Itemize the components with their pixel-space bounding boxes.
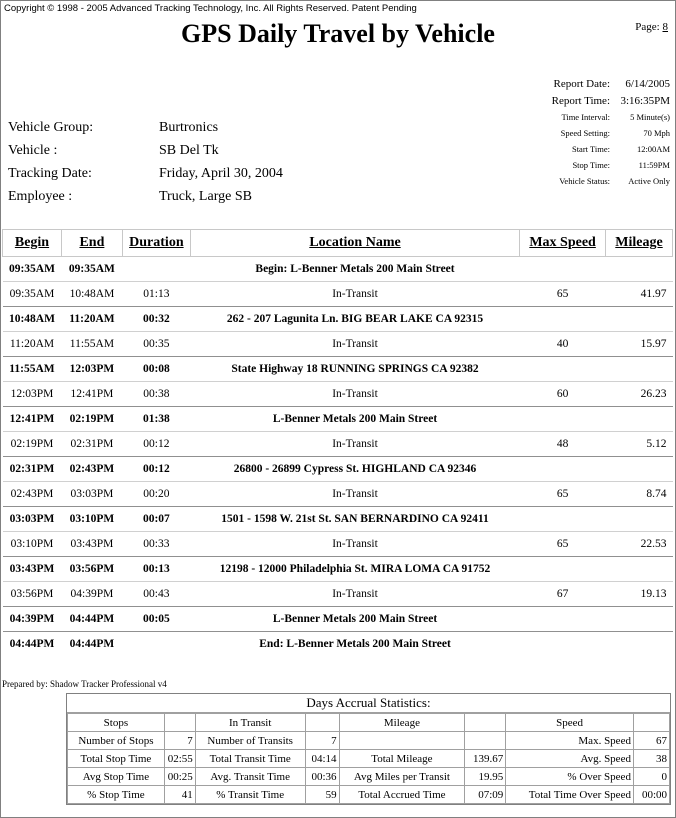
report-info-row <box>420 144 670 160</box>
cell-end: 04:44PM <box>61 632 122 657</box>
cell-duration: 00:13 <box>122 557 190 582</box>
report-info-value: Active Only <box>628 176 670 186</box>
vehicle-info-label: Employee : <box>8 188 73 204</box>
stats-header-spacer <box>305 714 339 732</box>
cell-end: 12:03PM <box>61 357 122 382</box>
stats-value: 00:00 <box>633 786 669 804</box>
cell-duration: 00:43 <box>122 582 190 607</box>
stats-value <box>465 732 506 750</box>
column-header-mileage[interactable]: Mileage <box>606 230 673 257</box>
cell-duration: 00:20 <box>122 482 190 507</box>
cell-end: 03:03PM <box>61 482 122 507</box>
cell-end: 02:19PM <box>61 407 122 432</box>
report-info-value: 6/14/2005 <box>625 78 670 90</box>
stats-caption: Days Accrual Statistics: <box>67 694 670 713</box>
cell-end: 02:43PM <box>61 457 122 482</box>
stats-label: Total Stop Time <box>68 750 165 768</box>
cell-max-speed <box>520 607 606 632</box>
page-link[interactable]: 8 <box>662 21 668 33</box>
stats-header: In Transit <box>195 714 305 732</box>
stats-table <box>67 713 670 804</box>
cell-duration: 00:05 <box>122 607 190 632</box>
stats-label: Total Accrued Time <box>339 786 465 804</box>
report-info-label: Vehicle Status: <box>559 176 610 186</box>
report-info-row <box>420 78 670 95</box>
vehicle-info <box>8 116 283 208</box>
stop-row <box>3 357 673 382</box>
cell-mileage: 15.97 <box>606 332 673 357</box>
stats-label: Avg. Speed <box>506 750 634 768</box>
cell-duration: 00:35 <box>122 332 190 357</box>
cell-max-speed: 60 <box>520 382 606 407</box>
stats-row <box>68 768 670 786</box>
cell-mileage <box>606 457 673 482</box>
cell-max-speed <box>520 307 606 332</box>
cell-begin: 03:10PM <box>3 532 62 557</box>
stop-row <box>3 457 673 482</box>
cell-mileage <box>606 632 673 657</box>
cell-begin: 03:56PM <box>3 582 62 607</box>
stats-header: Stops <box>68 714 165 732</box>
cell-begin: 09:35AM <box>3 257 62 282</box>
cell-end: 04:44PM <box>61 607 122 632</box>
vehicle-info-value: Truck, Large SB <box>159 188 252 204</box>
report-info-row <box>420 112 670 128</box>
stats-value: 04:14 <box>305 750 339 768</box>
cell-end: 11:20AM <box>61 307 122 332</box>
stats-label: Total Transit Time <box>195 750 305 768</box>
travel-table <box>2 229 673 656</box>
vehicle-info-value: Friday, April 30, 2004 <box>159 165 283 181</box>
stats-value: 7 <box>164 732 195 750</box>
cell-end: 12:41PM <box>61 382 122 407</box>
cell-location: State Highway 18 RUNNING SPRINGS CA 92382 <box>190 357 519 382</box>
cell-begin: 04:44PM <box>3 632 62 657</box>
cell-end: 04:39PM <box>61 582 122 607</box>
cell-mileage: 19.13 <box>606 582 673 607</box>
copyright-notice: Copyright © 1998 - 2005 Advanced Tracking Technology, Inc. All Rights Reserved. Patent Pending <box>4 3 417 14</box>
cell-mileage: 26.23 <box>606 382 673 407</box>
stats-header-spacer <box>633 714 669 732</box>
cell-mileage: 41.97 <box>606 282 673 307</box>
stats-value: 19.95 <box>465 768 506 786</box>
transit-row <box>3 482 673 507</box>
cell-mileage <box>606 257 673 282</box>
prepared-by: Prepared by: Shadow Tracker Professional v4 <box>2 679 167 689</box>
cell-begin: 03:03PM <box>3 507 62 532</box>
cell-duration: 01:38 <box>122 407 190 432</box>
cell-end: 02:31PM <box>61 432 122 457</box>
report-info-value: 3:16:35PM <box>620 95 670 107</box>
cell-mileage: 5.12 <box>606 432 673 457</box>
cell-begin: 02:31PM <box>3 457 62 482</box>
stats-header: Mileage <box>339 714 465 732</box>
transit-row <box>3 282 673 307</box>
cell-location: In-Transit <box>190 432 519 457</box>
report-info-row <box>420 95 670 112</box>
report-info-value: 5 Minute(s) <box>630 112 670 122</box>
cell-end: 09:35AM <box>61 257 122 282</box>
cell-mileage <box>606 607 673 632</box>
stop-row <box>3 632 673 657</box>
vehicle-info-label: Vehicle Group: <box>8 119 94 135</box>
cell-max-speed: 40 <box>520 332 606 357</box>
cell-location: End: L-Benner Metals 200 Main Street <box>190 632 519 657</box>
vehicle-info-label: Tracking Date: <box>8 165 92 181</box>
stop-row <box>3 257 673 282</box>
report-info <box>420 78 670 192</box>
stats-value: 38 <box>633 750 669 768</box>
stats-value: 00:36 <box>305 768 339 786</box>
stats-row <box>68 786 670 804</box>
report-info-label: Report Date: <box>553 78 610 90</box>
cell-begin: 11:55AM <box>3 357 62 382</box>
cell-begin: 02:19PM <box>3 432 62 457</box>
cell-max-speed: 48 <box>520 432 606 457</box>
vehicle-info-row <box>8 116 283 139</box>
cell-begin: 09:35AM <box>3 282 62 307</box>
cell-max-speed <box>520 257 606 282</box>
stop-row <box>3 607 673 632</box>
cell-max-speed <box>520 557 606 582</box>
cell-duration <box>122 632 190 657</box>
report-info-label: Speed Setting: <box>560 128 610 138</box>
vehicle-info-row <box>8 139 283 162</box>
stats-header-spacer <box>465 714 506 732</box>
cell-location: In-Transit <box>190 482 519 507</box>
report-info-label: Start Time: <box>571 144 610 154</box>
column-header-location[interactable]: Location Name <box>190 230 519 257</box>
cell-duration: 00:08 <box>122 357 190 382</box>
cell-end: 03:43PM <box>61 532 122 557</box>
cell-location: 262 - 207 Lagunita Ln. BIG BEAR LAKE CA 92315 <box>190 307 519 332</box>
stats-value: 00:25 <box>164 768 195 786</box>
cell-mileage <box>606 507 673 532</box>
cell-mileage <box>606 557 673 582</box>
cell-duration: 00:32 <box>122 307 190 332</box>
transit-row <box>3 332 673 357</box>
cell-max-speed: 67 <box>520 582 606 607</box>
cell-duration: 00:07 <box>122 507 190 532</box>
cell-begin: 12:03PM <box>3 382 62 407</box>
stop-row <box>3 307 673 332</box>
vehicle-info-label: Vehicle : <box>8 142 58 158</box>
cell-begin: 02:43PM <box>3 482 62 507</box>
column-header-max-speed[interactable]: Max Speed <box>520 230 606 257</box>
cell-duration <box>122 257 190 282</box>
stats-label: % Transit Time <box>195 786 305 804</box>
stats-value: 59 <box>305 786 339 804</box>
cell-end: 03:56PM <box>61 557 122 582</box>
report-info-value: 12:00AM <box>636 144 670 154</box>
cell-begin: 04:39PM <box>3 607 62 632</box>
report-info-value: 11:59PM <box>638 160 670 170</box>
cell-mileage: 8.74 <box>606 482 673 507</box>
cell-end: 03:10PM <box>61 507 122 532</box>
cell-begin: 03:43PM <box>3 557 62 582</box>
report-info-label: Report Time: <box>551 95 610 107</box>
cell-mileage <box>606 307 673 332</box>
stats-header: Speed <box>506 714 634 732</box>
cell-location: L-Benner Metals 200 Main Street <box>190 407 519 432</box>
stats-label: Avg. Transit Time <box>195 768 305 786</box>
vehicle-info-value: SB Del Tk <box>159 142 219 158</box>
cell-duration: 00:12 <box>122 432 190 457</box>
cell-location: 12198 - 12000 Philadelphia St. MIRA LOMA CA 91752 <box>190 557 519 582</box>
vehicle-info-value: Burtronics <box>159 119 219 135</box>
page-label: Page: <box>635 21 660 33</box>
cell-begin: 11:20AM <box>3 332 62 357</box>
stats-row <box>68 732 670 750</box>
cell-mileage <box>606 407 673 432</box>
cell-end: 11:55AM <box>61 332 122 357</box>
cell-location: 1501 - 1598 W. 21st St. SAN BERNARDINO CA 92411 <box>190 507 519 532</box>
stats-header-spacer <box>164 714 195 732</box>
stats-label <box>339 732 465 750</box>
stats-value: 02:55 <box>164 750 195 768</box>
vehicle-info-row <box>8 162 283 185</box>
report-info-row <box>420 176 670 192</box>
stats-label: Avg Miles per Transit <box>339 768 465 786</box>
report-info-value: 70 Mph <box>643 128 670 138</box>
cell-location: In-Transit <box>190 282 519 307</box>
stats-label: Max. Speed <box>506 732 634 750</box>
cell-duration: 00:33 <box>122 532 190 557</box>
transit-row <box>3 432 673 457</box>
cell-location: Begin: L-Benner Metals 200 Main Street <box>190 257 519 282</box>
report-info-label: Stop Time: <box>572 160 610 170</box>
transit-row <box>3 582 673 607</box>
stats-label: Number of Transits <box>195 732 305 750</box>
cell-location: 26800 - 26899 Cypress St. HIGHLAND CA 92346 <box>190 457 519 482</box>
report-info-row <box>420 160 670 176</box>
cell-max-speed <box>520 457 606 482</box>
stats-value: 139.67 <box>465 750 506 768</box>
cell-max-speed: 65 <box>520 482 606 507</box>
cell-duration: 01:13 <box>122 282 190 307</box>
stats-label: Number of Stops <box>68 732 165 750</box>
cell-begin: 10:48AM <box>3 307 62 332</box>
transit-row <box>3 382 673 407</box>
column-header-begin[interactable]: Begin <box>3 230 62 257</box>
stats-header-row <box>68 714 670 732</box>
report-info-row <box>420 128 670 144</box>
column-header-end[interactable]: End <box>61 230 122 257</box>
cell-duration: 00:12 <box>122 457 190 482</box>
accrual-statistics <box>66 693 671 805</box>
stats-label: % Over Speed <box>506 768 634 786</box>
column-header-duration[interactable]: Duration <box>122 230 190 257</box>
cell-mileage: 22.53 <box>606 532 673 557</box>
cell-duration: 00:38 <box>122 382 190 407</box>
stats-value: 07:09 <box>465 786 506 804</box>
stats-value: 67 <box>633 732 669 750</box>
cell-location: L-Benner Metals 200 Main Street <box>190 607 519 632</box>
stop-row <box>3 557 673 582</box>
cell-max-speed: 65 <box>520 532 606 557</box>
vehicle-info-row <box>8 185 283 208</box>
cell-location: In-Transit <box>190 532 519 557</box>
stats-value: 41 <box>164 786 195 804</box>
cell-location: In-Transit <box>190 582 519 607</box>
stats-value: 7 <box>305 732 339 750</box>
cell-mileage <box>606 357 673 382</box>
report-title: GPS Daily Travel by Vehicle <box>181 19 495 48</box>
cell-begin: 12:41PM <box>3 407 62 432</box>
stop-row <box>3 507 673 532</box>
stats-row <box>68 750 670 768</box>
cell-max-speed: 65 <box>520 282 606 307</box>
cell-max-speed <box>520 632 606 657</box>
cell-max-speed <box>520 357 606 382</box>
stop-row <box>3 407 673 432</box>
cell-location: In-Transit <box>190 332 519 357</box>
cell-max-speed <box>520 407 606 432</box>
cell-max-speed <box>520 507 606 532</box>
stats-label: % Stop Time <box>68 786 165 804</box>
stats-label: Total Mileage <box>339 750 465 768</box>
report-info-label: Time Interval: <box>561 112 610 122</box>
cell-location: In-Transit <box>190 382 519 407</box>
stats-value: 0 <box>633 768 669 786</box>
stats-label: Avg Stop Time <box>68 768 165 786</box>
table-header-row <box>3 230 673 257</box>
cell-end: 10:48AM <box>61 282 122 307</box>
stats-label: Total Time Over Speed <box>506 786 634 804</box>
transit-row <box>3 532 673 557</box>
